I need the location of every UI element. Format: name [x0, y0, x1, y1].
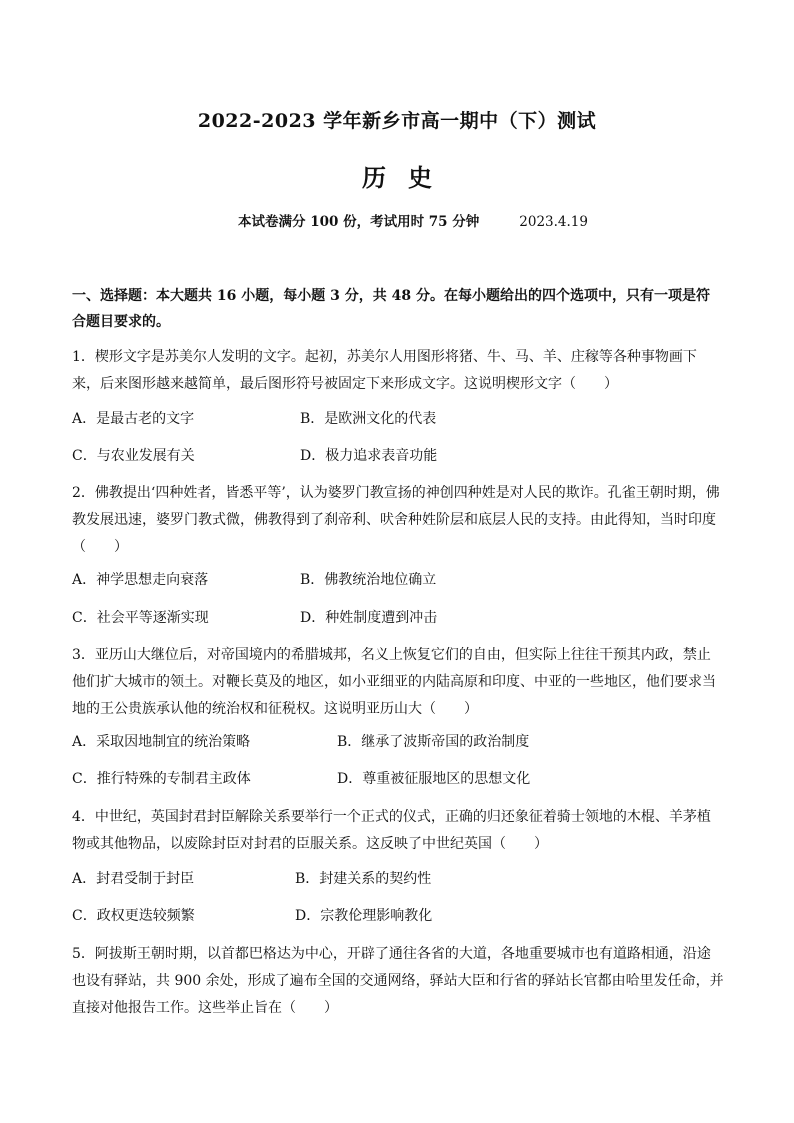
exam-date: 2023.4.19 [519, 214, 588, 230]
question-5-stem: 5．阿拔斯王朝时期，以首都巴格达为中心，开辟了通往各省的大道，各地重要城市也有道路相通，沿途也设有驿站，共 900 余处，形成了遍布全国的交通网络，驿站大臣和行省的驿站长官都由哈里发任命，并直接对他报告工作。这些举止旨在（ ） [72, 946, 724, 1016]
question-3-option-d: D．尊重被征服地区的思想文化 [337, 771, 531, 787]
question-1-stem: 1．楔形文字是苏美尔人发明的文字。起初，苏美尔人用图形将猪、牛、马、羊、庄稼等各种事物画下来，后来图形越来越简单，最后图形符号被固定下来形成文字。这说明楔形文字（ ） [72, 349, 697, 392]
question-1-option-d: D．极力追求表音功能 [300, 448, 438, 464]
question-3-option-b: B．继承了波斯帝国的政治制度 [337, 734, 530, 750]
question-2-option-b: B．佛教统治地位确立 [300, 572, 437, 588]
question-4-option-b: B．封建关系的契约性 [295, 871, 432, 887]
question-4-option-a: A．封君受制于封臣 [72, 871, 195, 887]
question-1-option-b: B．是欧洲文化的代表 [300, 411, 437, 427]
question-4-stem: 4．中世纪，英国封君封臣解除关系要举行一个正式的仪式，正确的归还象征着骑士领地的木棍、羊茅植物或其他物品，以废除封臣对封君的臣服关系。这反映了中世纪英国（ ） [72, 809, 711, 852]
question-4-option-c: C．政权更迭较频繁 [72, 908, 195, 924]
subject-heading: 历史 [362, 163, 454, 192]
exam-info-text: 本试卷满分 100 份，考试用时 75 分钟 [238, 214, 480, 230]
question-4-option-d: D．宗教伦理影响教化 [295, 908, 433, 924]
question-1-option-c: C．与农业发展有关 [72, 448, 195, 464]
question-2-option-c: C．社会平等逐渐实现 [72, 610, 209, 626]
question-1-option-a: A．是最古老的文字 [72, 411, 195, 427]
section-heading: 一、选择题：本大题共 16 小题，每小题 3 分，共 48 分。在每小题给出的四个选项中，只有一项是符合题目要求的。 [72, 288, 710, 330]
question-3-stem: 3．亚历山大继位后，对帝国境内的希腊城邦，名义上恢复它们的自由，但实际上往往干预其内政，禁止他们扩大城市的领土。对鞭长莫及的地区，如小亚细亚的内陆高原和印度、中亚的一些地区，他们要求当地的王公贵族承认他的统治权和征税权。这说明亚历山大（ ） [72, 647, 716, 717]
question-2-option-a: A．神学思想走向衰落 [72, 572, 209, 588]
question-3-option-c: C．推行特殊的专制君主政体 [72, 771, 251, 787]
question-2-stem: 2．佛教提出‘四种姓者，皆悉平等’，认为婆罗门教宣扬的神创四种姓是对人民的欺诈。孔雀王朝时期，佛教发展迅速，婆罗门教式微，佛教得到了刹帝利、吠舍种姓阶层和底层人民的支持。由此得知，当时印度（ ） [72, 485, 720, 555]
question-2-option-d: D．种姓制度遭到冲击 [300, 610, 438, 626]
exam-info [238, 210, 588, 230]
question-3-option-a: A．采取因地制宜的统治策略 [72, 734, 251, 750]
exam-title: 2022-2023 学年新乡市高一期中（下）测试 [197, 110, 597, 132]
